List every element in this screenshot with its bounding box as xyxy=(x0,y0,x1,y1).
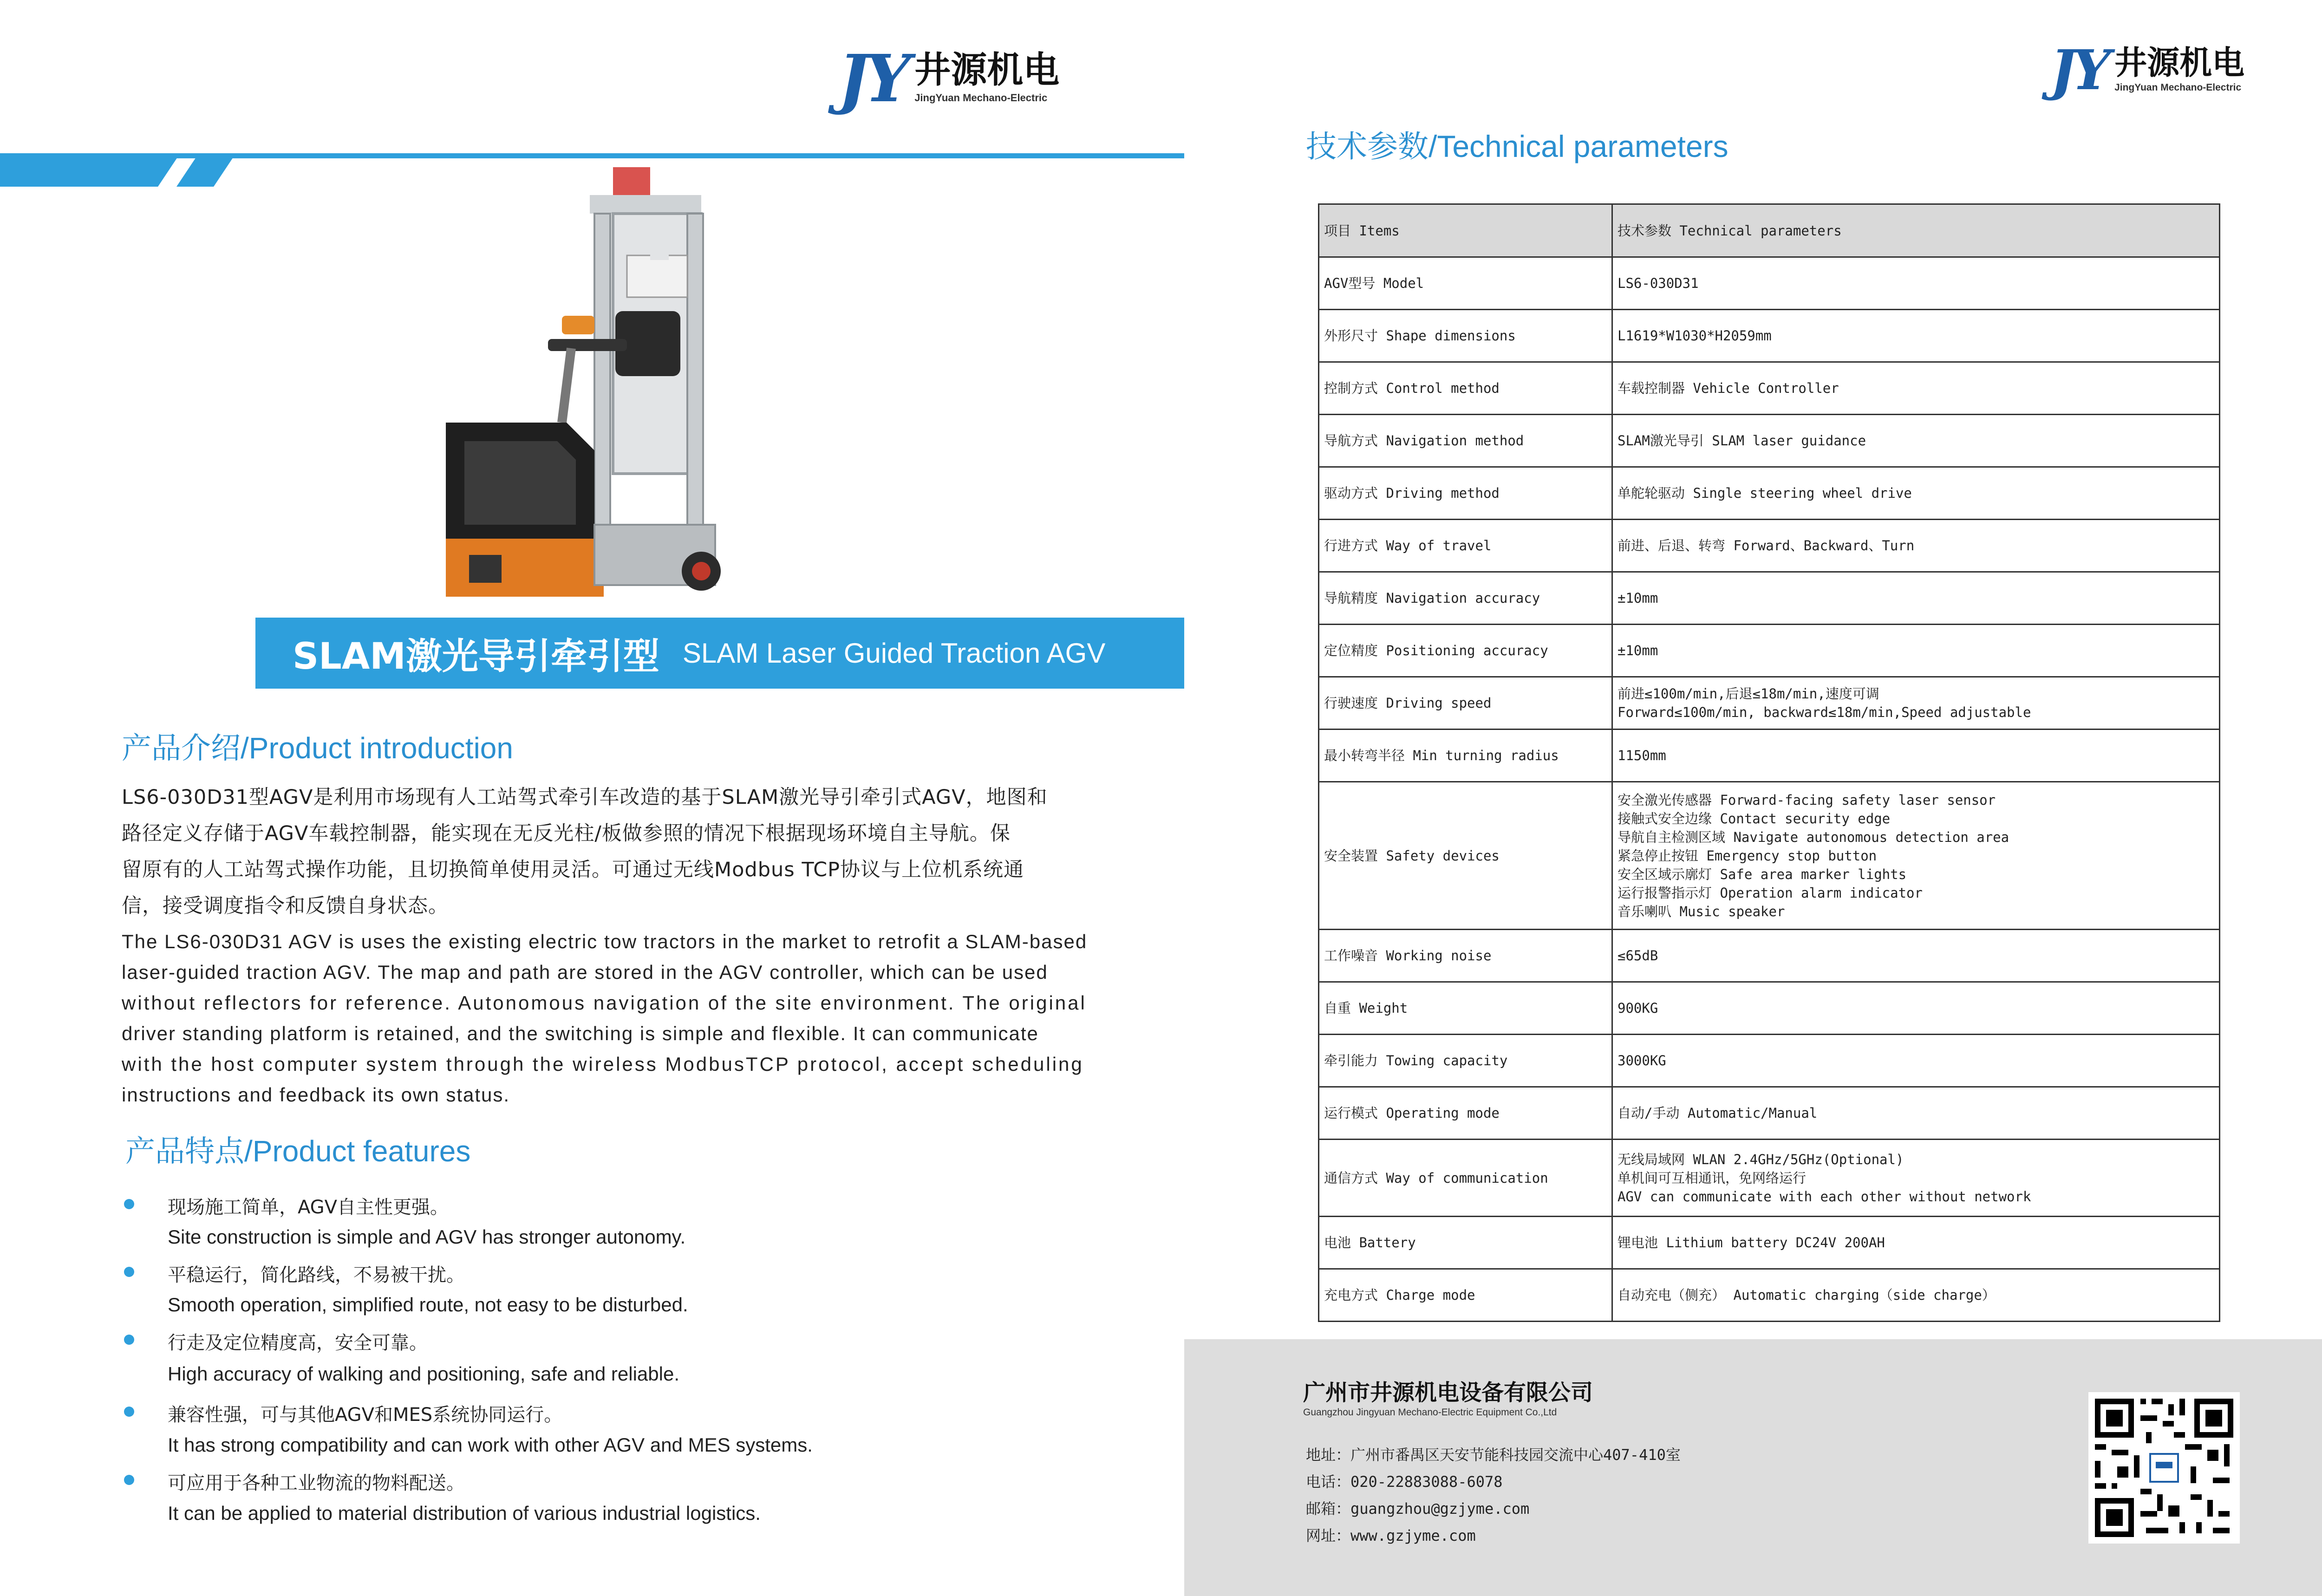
table-row xyxy=(1319,520,2220,572)
table-row xyxy=(1319,415,2220,467)
table-cell-item: 最小转弯半径 Min turning radius xyxy=(1319,730,1612,782)
value-line: 单舵轮驱动 Single steering wheel drive xyxy=(1618,485,1912,501)
value-line: L1619*W1030*H2059mm xyxy=(1618,328,1772,344)
table-header-cell: 项目 Items xyxy=(1319,204,1612,257)
value-line: ≤65dB xyxy=(1618,948,1658,964)
table-cell-item: 控制方式 Control method xyxy=(1319,362,1612,415)
tech-params-table xyxy=(1318,203,2220,1322)
intro-en-line: without reflectors for reference. Autonomous navigation of the site environment. The original xyxy=(122,992,1087,1014)
feature-en: High accuracy of walking and positioning, safe and reliable. xyxy=(168,1363,679,1385)
contact-website: 网址：www.gzjyme.com xyxy=(1306,1527,1476,1544)
table-cell-item: 通信方式 Way of communication xyxy=(1319,1140,1612,1217)
intro-en-line: The LS6-030D31 AGV is uses the existing electric tow tractors in the market to retrofit a SLAM-based xyxy=(122,931,1088,952)
feature-en: Site construction is simple and AGV has stronger autonomy. xyxy=(168,1226,686,1248)
bullet-dot-icon xyxy=(124,1407,134,1417)
table-row xyxy=(1319,467,2220,520)
table-cell-item: 定位精度 Positioning accuracy xyxy=(1319,625,1612,677)
value-line: AGV can communicate with each other without network xyxy=(1618,1188,2031,1205)
table-row xyxy=(1319,310,2220,362)
intro-cn-line: 留原有的人工站驾式操作功能，且切换简单使用灵活。可通过无线Modbus TCP协议与上位机系统通 xyxy=(122,858,1024,881)
table-cell-value xyxy=(1612,1217,2220,1269)
bullet-dot-icon xyxy=(124,1267,134,1277)
table-row xyxy=(1319,982,2220,1035)
table-cell-value xyxy=(1612,415,2220,467)
table-row xyxy=(1319,1217,2220,1269)
intro-en-line: driver standing platform is retained, and the switching is simple and flexible. It can communicate xyxy=(122,1023,1039,1044)
table-cell-item: 牵引能力 Towing capacity xyxy=(1319,1035,1612,1087)
table-cell-value xyxy=(1612,467,2220,520)
logo-text xyxy=(2114,43,2244,92)
logo-name-cn: 井源机电 xyxy=(2114,44,2245,82)
logo-name-cn: 井源机电 xyxy=(914,49,1060,91)
logo-name-en: JingYuan Mechano-Electric xyxy=(2114,82,2242,93)
table-cell-item: 行驶速度 Driving speed xyxy=(1319,677,1612,730)
table-cell-item: 自重 Weight xyxy=(1319,982,1612,1035)
intro-en-line: instructions and feedback its own status. xyxy=(122,1084,510,1106)
value-line: 紧急停止按钮 Emergency stop button xyxy=(1618,847,1877,864)
feature-en: It has strong compatibility and can work with other AGV and MES systems. xyxy=(168,1434,813,1456)
table-cell-item: 外形尺寸 Shape dimensions xyxy=(1319,310,1612,362)
brand-logo-left xyxy=(838,41,1060,117)
table-cell-item: 安全装置 Safety devices xyxy=(1319,782,1612,930)
table-row xyxy=(1319,362,2220,415)
table-cell-item: 导航精度 Navigation accuracy xyxy=(1319,572,1612,625)
logo-name-en: JingYuan Mechano-Electric xyxy=(914,92,1048,104)
feature-cn: 可应用于各种工业物流的物料配送。 xyxy=(168,1472,465,1494)
value-line: 导航自主检测区域 Navigate autonomous detection area xyxy=(1618,829,2009,845)
feature-cn: 平稳运行，简化路线，不易被干扰。 xyxy=(168,1264,465,1286)
table-cell-value xyxy=(1612,982,2220,1035)
contact-address: 地址：广州市番禺区天安节能科技园交流中心407-410室 xyxy=(1306,1446,1681,1464)
bullet-dot-icon xyxy=(124,1475,134,1485)
value-line: 安全区域示廓灯 Safe area marker lights xyxy=(1618,866,1907,882)
value-line: 单机间可互相通讯，免网络运行 xyxy=(1618,1170,1807,1186)
table-cell-value xyxy=(1612,1035,2220,1087)
bullet-dot-icon xyxy=(124,1335,134,1345)
feature-en: It can be applied to material distribution of various industrial logistics. xyxy=(168,1502,761,1524)
intro-cn-line: 路径定义存储于AGV车载控制器，能实现在无反光柱/板做参照的情况下根据现场环境自主导航。保 xyxy=(122,822,1011,845)
value-line: 1150mm xyxy=(1618,748,1666,763)
table-row xyxy=(1319,677,2220,730)
table-row xyxy=(1319,1269,2220,1322)
value-line: 900KG xyxy=(1618,1000,1658,1016)
value-line: 3000KG xyxy=(1618,1053,1666,1068)
brand-logo-right xyxy=(2050,38,2245,102)
table-cell-value xyxy=(1612,1140,2220,1217)
table-row xyxy=(1319,257,2220,310)
logo-mark: JY xyxy=(838,41,907,117)
table-cell-item: 行进方式 Way of travel xyxy=(1319,520,1612,572)
tech-params-heading: 技术参数/Technical parameters xyxy=(1306,129,1728,163)
intro-cn-line: LS6-030D31型AGV是利用市场现有人工站驾式牵引车改造的基于SLAM激光导引牵引式AGV，地图和 xyxy=(122,786,1048,809)
table-row xyxy=(1319,1140,2220,1217)
table-cell-value xyxy=(1612,362,2220,415)
value-line: 音乐喇叭 Music speaker xyxy=(1618,903,1785,919)
table-cell-item: 电池 Battery xyxy=(1319,1217,1612,1269)
table-cell-item: 导航方式 Navigation method xyxy=(1319,415,1612,467)
table-row xyxy=(1319,730,2220,782)
table-cell-item: 工作噪音 Working noise xyxy=(1319,930,1612,982)
company-name-cn: 广州市井源机电设备有限公司 xyxy=(1303,1380,1593,1406)
value-line: 运行报警指示灯 Operation alarm indicator xyxy=(1618,885,1923,901)
contact-phone: 电话：020-22883088-6078 xyxy=(1306,1473,1503,1491)
table-row xyxy=(1319,1087,2220,1140)
table-cell-value xyxy=(1612,257,2220,310)
value-line: 自动/手动 Automatic/Manual xyxy=(1618,1105,1818,1121)
value-line: 前进、后退、转弯 Forward、Backward、Turn xyxy=(1618,538,1915,554)
feature-en: Smooth operation, simplified route, not easy to be disturbed. xyxy=(168,1294,688,1316)
company-name-en: Guangzhou Jingyuan Mechano-Electric Equipment Co.,Ltd xyxy=(1303,1407,1557,1418)
value-line: 前进≤100m/min,后退≤18m/min,速度可调 xyxy=(1618,686,1879,702)
table-row xyxy=(1319,782,2220,930)
value-line: 锂电池 Lithium battery DC24V 200AH xyxy=(1618,1235,1885,1251)
features-heading: 产品特点/Product features xyxy=(125,1134,471,1168)
table-cell-value xyxy=(1612,1087,2220,1140)
intro-en-line: laser-guided traction AGV. The map and path are stored in the AGV controller, which can be used xyxy=(122,961,1048,983)
value-line: 自动充电（侧充） Automatic charging（side charge） xyxy=(1618,1287,1996,1303)
table-cell-value xyxy=(1612,520,2220,572)
table-cell-value xyxy=(1612,782,2220,930)
table-cell-item: AGV型号 Model xyxy=(1319,257,1612,310)
table-header-row xyxy=(1319,204,2220,257)
value-line: 接触式安全边缘 Contact security edge xyxy=(1618,810,1891,827)
logo-mark: JY xyxy=(2050,38,2107,102)
value-line: 安全激光传感器 Forward-facing safety laser sensor xyxy=(1618,792,1996,808)
table-header-cell: 技术参数 Technical parameters xyxy=(1612,204,2220,257)
table-cell-value xyxy=(1612,677,2220,730)
intro-en-paragraph xyxy=(122,926,1088,1110)
value-line: Forward≤100m/min, backward≤18m/min,Speed adjustable xyxy=(1618,704,2031,720)
feature-cn: 兼容性强，可与其他AGV和MES系统协同运行。 xyxy=(168,1404,563,1426)
table-cell-value xyxy=(1612,572,2220,625)
top-banner-stripes xyxy=(0,153,241,187)
table-row xyxy=(1319,930,2220,982)
value-line: 车载控制器 Vehicle Controller xyxy=(1618,380,1839,396)
intro-heading: 产品介绍/Product introduction xyxy=(122,731,513,765)
agv-illustration xyxy=(409,163,752,618)
product-title-en: SLAM Laser Guided Traction AGV xyxy=(682,638,1106,669)
feature-cn: 现场施工简单，AGV自主性更强。 xyxy=(168,1197,449,1218)
product-title-bar xyxy=(255,618,1184,689)
table-cell-item: 充电方式 Charge mode xyxy=(1319,1269,1612,1322)
table-row xyxy=(1319,572,2220,625)
table-cell-value xyxy=(1612,1269,2220,1322)
bullet-dot-icon xyxy=(124,1199,134,1209)
product-title-cn: SLAM激光导引牵引型 xyxy=(293,635,659,677)
table-cell-item: 驱动方式 Driving method xyxy=(1319,467,1612,520)
feature-cn: 行走及定位精度高，安全可靠。 xyxy=(168,1332,428,1354)
logo-text xyxy=(914,46,1059,103)
intro-cn-line: 信，接受调度指令和反馈自身状态。 xyxy=(122,894,449,918)
table-row xyxy=(1319,1035,2220,1087)
value-line: ±10mm xyxy=(1618,643,1658,658)
value-line: ±10mm xyxy=(1618,590,1658,606)
qr-code-icon xyxy=(2088,1392,2240,1544)
value-line: SLAM激光导引 SLAM laser guidance xyxy=(1618,433,1866,449)
table-cell-value xyxy=(1612,310,2220,362)
value-line: LS6-030D31 xyxy=(1618,275,1699,291)
table-cell-value xyxy=(1612,930,2220,982)
table-cell-value xyxy=(1612,730,2220,782)
table-cell-value xyxy=(1612,625,2220,677)
intro-cn-paragraph xyxy=(122,779,1097,924)
contact-email: 邮箱：guangzhou@gzjyme.com xyxy=(1306,1500,1530,1518)
table-cell-item: 运行模式 Operating mode xyxy=(1319,1087,1612,1140)
value-line: 无线局域网 WLAN 2.4GHz/5GHz(Optional) xyxy=(1618,1151,1904,1167)
intro-en-line: with the host computer system through the wireless ModbusTCP protocol, accept scheduling xyxy=(122,1053,1084,1075)
table-row xyxy=(1319,625,2220,677)
